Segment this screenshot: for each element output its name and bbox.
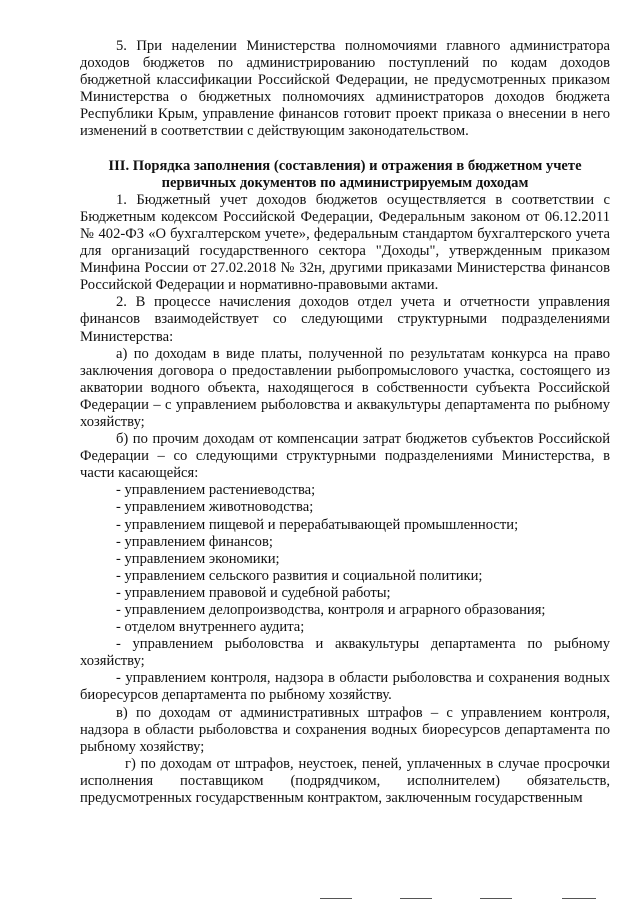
- departments-list: [80, 482, 610, 704]
- list-item: - управлением сельского развития и социальной политики;: [116, 567, 483, 584]
- list-item: - управлением пищевой и перерабатывающей промышленности;: [116, 516, 519, 533]
- list-item: - отделом внутреннего аудита;: [116, 619, 305, 636]
- list-item: - управлением контроля, надзора в области рыболовства и сохранения водных биоресурсов департамента по рыбному хозяйству.: [80, 670, 610, 704]
- edge-mark: [320, 898, 352, 899]
- edge-mark: [480, 898, 512, 899]
- list-item: - управлением финансов;: [116, 533, 273, 550]
- paragraph-5: 5. При наделении Министерства полномочиями главного администратора доходов бюджетов по администрированию поступлений по кодам доходов бюджетной классификации Российской Федерации, не предусмотренных приказом Министерства о бюджетных полномочиях администраторов доходов бюджета Республики Крым, управление финансов готовит проект приказа о внесении в него изменений в соответствии с действующим законодательством.: [80, 38, 610, 140]
- item-b: б) по прочим доходам от компенсации затрат бюджетов субъектов Российской Федерации – со следующими структурными подразделениями Министерства, в части касающейся:: [80, 431, 610, 482]
- edge-mark: [400, 898, 432, 899]
- item-a: а) по доходам в виде платы, полученной по результатам конкурса на право заключения договора о предоставлении рыбопромыслового участка, состоящего из акватории водного объекта, находящегося в собственности субъекта Российской Федерации – с управлением рыболовства и аквакультуры департамента по рыбному хозяйству;: [80, 345, 610, 430]
- list-item: - управлением делопроизводства, контроля и аграрного образования;: [116, 602, 546, 618]
- item-1: 1. Бюджетный учет доходов бюджетов осуществляется в соответствии с Бюджетным кодексом Российской Федерации, Федеральным законом от 06.12.2011 № 402-ФЗ «О бухгалтерском учете», федеральным стандартом бухгалтерского учета для организаций государственного сектора "Доходы", утвержденным приказом Минфина России от 27.02.2018 № 32н, другими приказами Министерства финансов Российской Федерации и нормативно-правовыми актами.: [80, 191, 610, 294]
- list-item: - управлением правовой и судебной работы;: [116, 584, 391, 601]
- item-v: в) по доходам от административных штрафов – с управлением контроля, надзора в области рыболовства и сохранения водных биоресурсов департамента по рыбному хозяйству;: [80, 704, 610, 755]
- list-item: - управлением растениеводства;: [116, 482, 316, 499]
- item-2: 2. В процессе начисления доходов отдел учета и отчетности управления финансов взаимодействует со следующими структурными подразделениями Министерства:: [80, 294, 610, 345]
- edge-mark: [562, 898, 596, 899]
- page-edge-marks: [300, 898, 620, 900]
- section-heading: III. Порядка заполнения (составления) и отражения в бюджетном учете первичных документов по администрируемым доходам: [108, 157, 582, 191]
- document-page: [80, 38, 610, 807]
- list-item: - управлением экономики;: [116, 550, 280, 567]
- list-item: - управлением животноводства;: [116, 499, 314, 516]
- list-item: - управлением рыболовства и аквакультуры департамента по рыбному хозяйству;: [80, 636, 610, 670]
- item-g: г) по доходам от штрафов, неустоек, пеней, уплаченных в случае просрочки исполнения поставщиком (подрядчиком, исполнителем) обязательств, предусмотренных государственным контрактом, заключенным государственным: [80, 755, 610, 807]
